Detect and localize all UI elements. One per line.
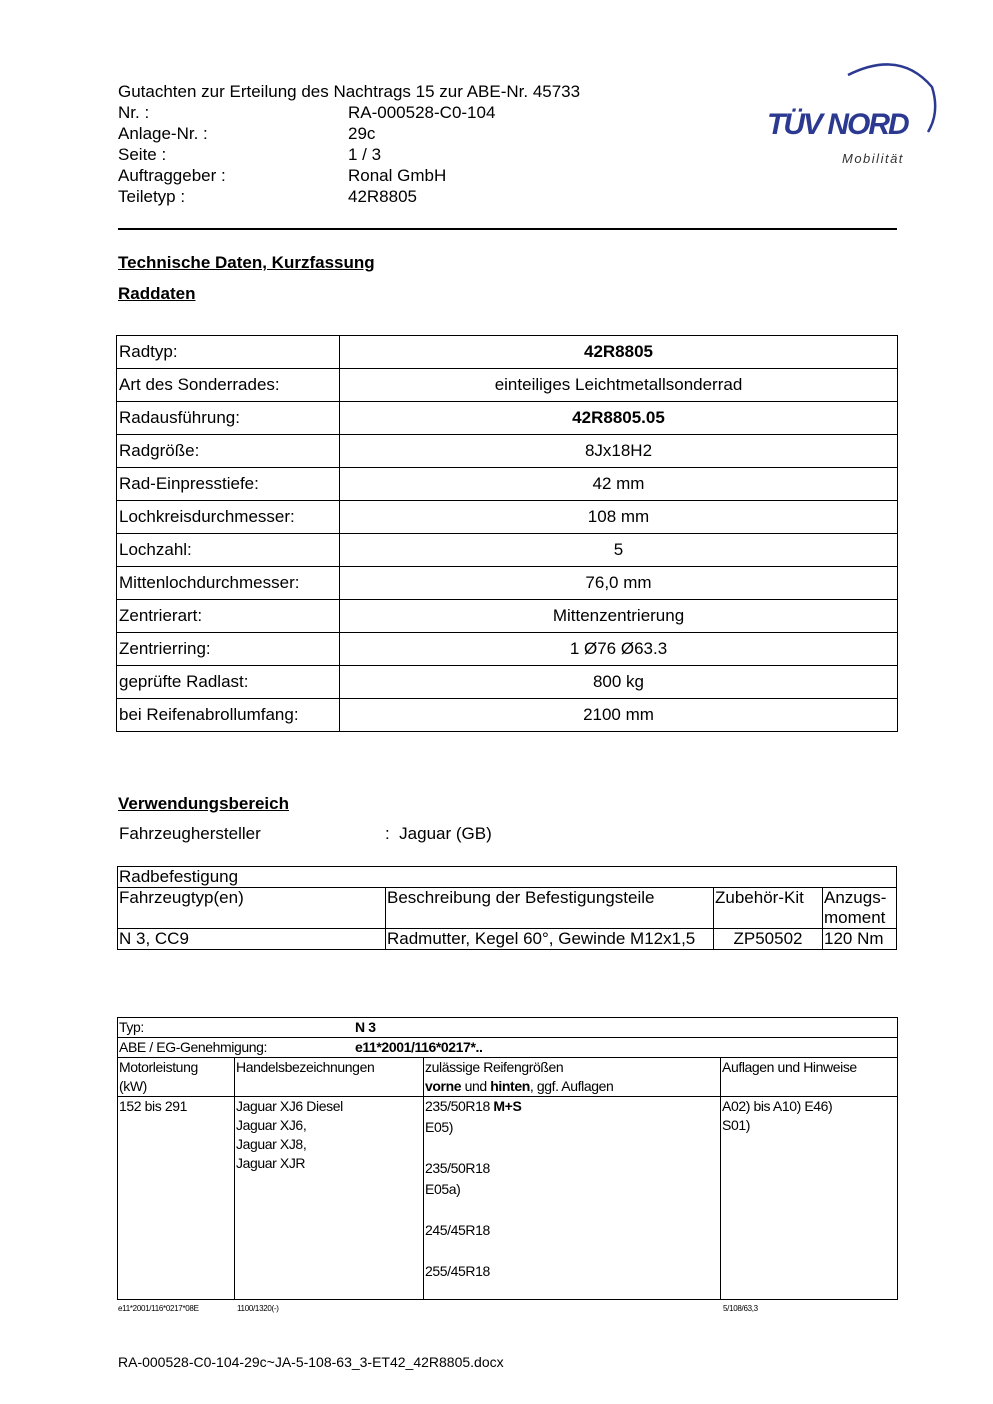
hersteller-value: : Jaguar (GB) <box>385 824 492 843</box>
cell-reifen <box>424 1097 721 1300</box>
tyre-size: 255/45R18 <box>425 1263 490 1279</box>
header-auflagen: Auflagen und Hinweise <box>721 1058 898 1097</box>
raddaten-value: Mittenzentrierung <box>340 600 898 633</box>
header-handel: Handelsbezeichnungen <box>235 1058 424 1097</box>
raddaten-table <box>116 335 898 732</box>
header-row-value: RA-000528-C0-104 <box>348 103 496 122</box>
raddaten-row <box>117 567 898 600</box>
header-motor: Motorleistung (kW) <box>118 1058 235 1097</box>
raddaten-row <box>117 501 898 534</box>
header-row-label: Nr. : <box>118 103 150 122</box>
header-reifen-line1: zulässige Reifengrößen <box>425 1059 564 1075</box>
befest-header-kit: Zubehör-Kit <box>714 888 823 929</box>
header-row-label: Anlage-Nr. : <box>118 124 208 143</box>
raddaten-value: 42 mm <box>340 468 898 501</box>
raddaten-value: 108 mm <box>340 501 898 534</box>
raddaten-value: 8Jx18H2 <box>340 435 898 468</box>
footnote-mid: 1100/1320(-) <box>237 1304 279 1313</box>
raddaten-label: Lochzahl: <box>117 534 340 567</box>
befest-header-moment: Anzugs- moment <box>823 888 897 929</box>
raddaten-value: 42R8805 <box>340 336 898 369</box>
footnote-right: 5/108/63,3 <box>723 1304 758 1313</box>
cell-handel: Jaguar XJ6 Diesel Jaguar XJ6, Jaguar XJ8, Jaguar XJR <box>235 1097 424 1300</box>
befest-cell-kit: ZP50502 <box>714 929 823 950</box>
header-row-value: Ronal GmbH <box>348 166 447 185</box>
tyre-note: E05) <box>425 1119 453 1135</box>
typ-value: N 3 <box>355 1019 376 1035</box>
raddaten-label: Art des Sonderrades: <box>117 369 340 402</box>
radbefestigung-title: Radbefestigung <box>118 867 897 888</box>
logo: TÜV NORD <box>767 108 908 141</box>
raddaten-row <box>117 369 898 402</box>
radbefestigung-table <box>117 866 897 950</box>
header-reifen-line2: vorne und hinten, ggf. Auflagen <box>425 1078 614 1094</box>
abe-label: ABE / EG-Genehmigung: <box>119 1039 268 1055</box>
raddaten-value: 76,0 mm <box>340 567 898 600</box>
raddaten-row <box>117 666 898 699</box>
befest-cell-typ: N 3, CC9 <box>118 929 386 950</box>
header-row-label: Teiletyp : <box>118 187 186 206</box>
header-row-label: Auftraggeber : <box>118 166 226 185</box>
raddaten-label: Zentrierring: <box>117 633 340 666</box>
footnote-left: e11*2001/116*0217*08E <box>118 1304 199 1313</box>
befest-header-beschreibung: Beschreibung der Befestigungsteile <box>386 888 714 929</box>
raddaten-label: Rad-Einpresstiefe: <box>117 468 340 501</box>
raddaten-value: 1 Ø76 Ø63.3 <box>340 633 898 666</box>
raddaten-value: 5 <box>340 534 898 567</box>
raddaten-row <box>117 435 898 468</box>
cell-motor: 152 bis 291 <box>118 1097 235 1300</box>
raddaten-value: 800 kg <box>340 666 898 699</box>
tyre-size: 235/50R18 M+S <box>425 1098 522 1114</box>
befest-header-typ: Fahrzeugtyp(en) <box>118 888 386 929</box>
raddaten-value: einteiliges Leichtmetallsonderrad <box>340 369 898 402</box>
raddaten-label: Radgröße: <box>117 435 340 468</box>
section-title: Technische Daten, Kurzfassung <box>118 253 375 272</box>
raddaten-label: Mittenlochdurchmesser: <box>117 567 340 600</box>
raddaten-value: 2100 mm <box>340 699 898 732</box>
raddaten-label: Zentrierart: <box>117 600 340 633</box>
raddaten-row <box>117 402 898 435</box>
befest-cell-moment: 120 Nm <box>823 929 897 950</box>
tyre-extra: M+S <box>493 1098 522 1114</box>
header-reifen <box>424 1058 721 1097</box>
cell-auflagen: A02) bis A10) E46) S01) <box>721 1097 898 1300</box>
befest-cell-beschreibung: Radmutter, Kegel 60°, Gewinde M12x1,5 <box>386 929 714 950</box>
hersteller-label: Fahrzeughersteller <box>119 824 261 843</box>
document-title: Gutachten zur Erteilung des Nachtrags 15 zur ABE-Nr. 45733 <box>118 82 581 101</box>
raddaten-row <box>117 633 898 666</box>
abe-value: e11*2001/116*0217*.. <box>355 1039 483 1055</box>
raddaten-row <box>117 534 898 567</box>
tyre-note: E05a) <box>425 1181 461 1197</box>
section-subtitle: Raddaten <box>118 284 196 303</box>
abe-row <box>118 1038 898 1058</box>
raddaten-label: Lochkreisdurchmesser: <box>117 501 340 534</box>
typ-table <box>117 1017 898 1300</box>
footer-filename: RA-000528-C0-104-29c~JA-5-108-63_3-ET42_42R8805.docx <box>118 1354 504 1370</box>
typ-row <box>118 1018 898 1038</box>
tyre-size: 235/50R18 <box>425 1160 490 1176</box>
header-row-value: 29c <box>348 124 376 143</box>
typ-label: Typ: <box>119 1019 144 1035</box>
raddaten-row <box>117 699 898 732</box>
raddaten-label: geprüfte Radlast: <box>117 666 340 699</box>
raddaten-value: 42R8805.05 <box>340 402 898 435</box>
raddaten-label: Radtyp: <box>117 336 340 369</box>
verwendung-title: Verwendungsbereich <box>118 794 289 813</box>
logo-subtitle: Mobilität <box>842 151 904 166</box>
header-row-label: Seite : <box>118 145 167 164</box>
raddaten-row <box>117 468 898 501</box>
tyre-size: 245/45R18 <box>425 1222 490 1238</box>
raddaten-label: bei Reifenabrollumfang: <box>117 699 340 732</box>
raddaten-label: Radausführung: <box>117 402 340 435</box>
header-row-value: 42R8805 <box>348 187 418 206</box>
raddaten-row <box>117 336 898 369</box>
header-row-value: 1 / 3 <box>348 145 382 164</box>
raddaten-row <box>117 600 898 633</box>
header-divider <box>118 228 897 230</box>
